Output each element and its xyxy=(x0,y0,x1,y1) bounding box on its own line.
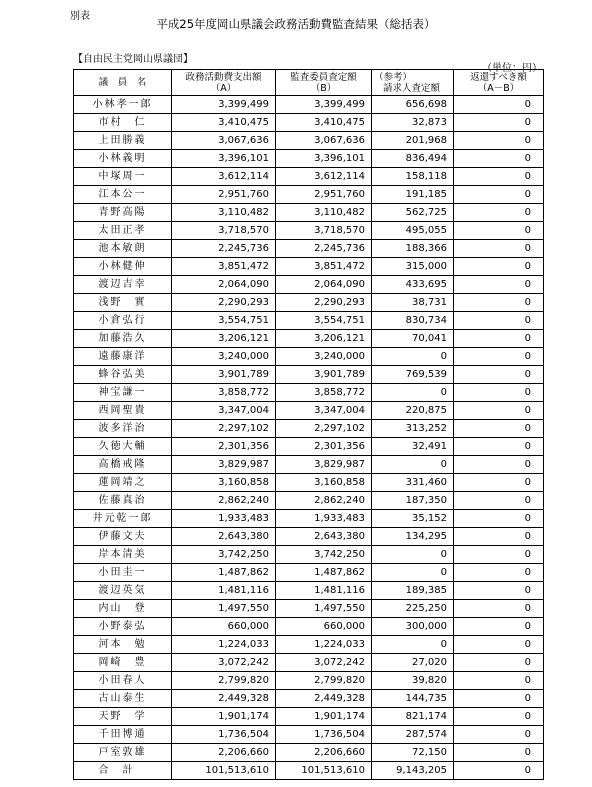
refund-amount: 0 xyxy=(454,240,544,258)
claimant-reference-amount: 0 xyxy=(372,384,454,402)
refund-amount: 0 xyxy=(454,330,544,348)
assessed-amount: 2,799,820 xyxy=(276,672,372,690)
expenditure-amount: 3,829,987 xyxy=(172,456,276,474)
expenditure-amount: 3,742,250 xyxy=(172,546,276,564)
refund-amount: 0 xyxy=(454,348,544,366)
member-name: 小田春人 xyxy=(74,672,172,690)
member-name: 小野泰弘 xyxy=(74,618,172,636)
refund-amount: 0 xyxy=(454,492,544,510)
expenditure-amount: 2,245,736 xyxy=(172,240,276,258)
claimant-reference-amount: 38,731 xyxy=(372,294,454,312)
expenditure-amount: 1,901,174 xyxy=(172,708,276,726)
assessed-amount: 3,347,004 xyxy=(276,402,372,420)
assessed-amount: 2,245,736 xyxy=(276,240,372,258)
member-name: 神宝謙一 xyxy=(74,384,172,402)
unit-label: （単位：円） xyxy=(482,63,542,74)
table-row xyxy=(74,672,544,690)
expenditure-amount: 3,554,751 xyxy=(172,312,276,330)
refund-amount: 0 xyxy=(454,618,544,636)
claimant-reference-amount: 225,250 xyxy=(372,600,454,618)
expenditure-amount: 3,067,636 xyxy=(172,132,276,150)
table-row xyxy=(74,564,544,582)
claimant-reference-amount: 144,735 xyxy=(372,690,454,708)
table-row xyxy=(74,150,544,168)
table-row xyxy=(74,618,544,636)
expenditure-amount: 2,297,102 xyxy=(172,420,276,438)
expenditure-amount: 1,933,483 xyxy=(172,510,276,528)
member-name: 上田勝義 xyxy=(74,132,172,150)
expenditure-amount: 3,612,114 xyxy=(172,168,276,186)
member-name: 中塚周一 xyxy=(74,168,172,186)
claimant-reference-amount: 187,350 xyxy=(372,492,454,510)
expenditure-amount: 3,160,858 xyxy=(172,474,276,492)
refund-amount: 0 xyxy=(454,636,544,654)
claimant-reference-amount: 313,252 xyxy=(372,420,454,438)
assessed-amount: 3,072,242 xyxy=(276,654,372,672)
member-name: 加藤浩久 xyxy=(74,330,172,348)
claimant-reference-amount: 300,000 xyxy=(372,618,454,636)
assessed-amount: 1,901,174 xyxy=(276,708,372,726)
assessed-amount: 1,933,483 xyxy=(276,510,372,528)
claimant-reference-amount: 315,000 xyxy=(372,258,454,276)
refund-amount: 0 xyxy=(454,708,544,726)
refund-amount: 0 xyxy=(454,384,544,402)
expenditure-amount: 2,862,240 xyxy=(172,492,276,510)
refund-amount: 0 xyxy=(454,258,544,276)
expenditure-amount: 3,240,000 xyxy=(172,348,276,366)
expenditure-amount: 3,410,475 xyxy=(172,114,276,132)
refund-amount: 0 xyxy=(454,438,544,456)
expenditure-amount: 2,951,760 xyxy=(172,186,276,204)
assessed-amount: 2,206,660 xyxy=(276,744,372,762)
assessed-amount: 2,862,240 xyxy=(276,492,372,510)
member-name: 小田圭一 xyxy=(74,564,172,582)
attachment-label: 別表 xyxy=(70,11,90,22)
refund-amount: 0 xyxy=(454,546,544,564)
refund-amount: 0 xyxy=(454,582,544,600)
refund-amount: 0 xyxy=(454,474,544,492)
claimant-reference-amount: 0 xyxy=(372,546,454,564)
refund-amount: 0 xyxy=(454,420,544,438)
refund-amount: 0 xyxy=(454,276,544,294)
header-expenditure-a: 政務活動費支出額 （A） xyxy=(172,70,276,96)
claimant-reference-amount: 0 xyxy=(372,564,454,582)
expenditure-amount: 3,901,789 xyxy=(172,366,276,384)
member-name: 内山 登 xyxy=(74,600,172,618)
claimant-reference-amount: 32,491 xyxy=(372,438,454,456)
group-name: 【自由民主党岡山県議団】 xyxy=(73,54,193,65)
page-title: 平成25年度岡山県議会政務活動費監査結果（総括表） xyxy=(156,17,436,31)
expenditure-amount: 1,487,862 xyxy=(172,564,276,582)
refund-amount: 0 xyxy=(454,744,544,762)
claimant-reference-amount: 331,460 xyxy=(372,474,454,492)
member-name: 岸本清美 xyxy=(74,546,172,564)
claimant-reference-amount: 830,734 xyxy=(372,312,454,330)
table-row xyxy=(74,294,544,312)
claimant-reference-amount: 287,574 xyxy=(372,726,454,744)
table-row xyxy=(74,258,544,276)
member-name: 渡辺吉幸 xyxy=(74,276,172,294)
refund-amount: 0 xyxy=(454,528,544,546)
expenditure-amount: 3,858,772 xyxy=(172,384,276,402)
claimant-reference-amount: 201,968 xyxy=(372,132,454,150)
header-assessed-b: 監査委員査定額 （B） xyxy=(276,70,372,96)
claimant-reference-amount: 220,875 xyxy=(372,402,454,420)
table-row xyxy=(74,474,544,492)
refund-amount: 0 xyxy=(454,690,544,708)
refund-amount: 0 xyxy=(454,456,544,474)
refund-amount: 0 xyxy=(454,204,544,222)
member-name: 井元乾一郎 xyxy=(74,510,172,528)
table-row xyxy=(74,132,544,150)
assessed-amount: 2,290,293 xyxy=(276,294,372,312)
member-name: 渡辺英気 xyxy=(74,582,172,600)
assessed-amount: 1,736,504 xyxy=(276,726,372,744)
member-name: 小倉弘行 xyxy=(74,312,172,330)
expenditure-amount: 3,110,482 xyxy=(172,204,276,222)
table-row xyxy=(74,456,544,474)
claimant-reference-amount: 39,820 xyxy=(372,672,454,690)
table-row xyxy=(74,240,544,258)
refund-amount: 0 xyxy=(454,654,544,672)
assessed-amount: 3,742,250 xyxy=(276,546,372,564)
expenditure-amount: 3,072,242 xyxy=(172,654,276,672)
assessed-amount: 1,481,116 xyxy=(276,582,372,600)
table-row xyxy=(74,438,544,456)
expenditure-amount: 2,301,356 xyxy=(172,438,276,456)
table-row xyxy=(74,582,544,600)
member-name: 蜂谷弘美 xyxy=(74,366,172,384)
claimant-reference-amount: 0 xyxy=(372,636,454,654)
refund-amount: 0 xyxy=(454,132,544,150)
expenditure-amount: 3,718,570 xyxy=(172,222,276,240)
assessed-amount: 2,297,102 xyxy=(276,420,372,438)
table-row xyxy=(74,168,544,186)
table-row xyxy=(74,222,544,240)
table-row xyxy=(74,276,544,294)
member-name: 青野高陽 xyxy=(74,204,172,222)
table-row xyxy=(74,636,544,654)
claimant-reference-amount: 191,185 xyxy=(372,186,454,204)
table-row xyxy=(74,384,544,402)
assessed-amount: 3,240,000 xyxy=(276,348,372,366)
assessed-amount: 3,206,121 xyxy=(276,330,372,348)
table-row xyxy=(74,654,544,672)
refund-amount: 0 xyxy=(454,510,544,528)
header-member-name: 議 員 名 xyxy=(74,70,172,96)
refund-amount: 0 xyxy=(454,222,544,240)
assessed-amount: 3,399,499 xyxy=(276,96,372,114)
table-row xyxy=(74,348,544,366)
refund-amount: 0 xyxy=(454,114,544,132)
assessed-amount: 3,160,858 xyxy=(276,474,372,492)
member-name: 高橋戒隆 xyxy=(74,456,172,474)
expenditure-amount: 3,396,101 xyxy=(172,150,276,168)
assessed-amount: 2,643,380 xyxy=(276,528,372,546)
expenditure-amount: 2,643,380 xyxy=(172,528,276,546)
refund-amount: 0 xyxy=(454,564,544,582)
refund-amount: 0 xyxy=(454,366,544,384)
expenditure-amount: 2,290,293 xyxy=(172,294,276,312)
expenditure-amount: 2,449,328 xyxy=(172,690,276,708)
member-name: 河本 勉 xyxy=(74,636,172,654)
refund-amount: 0 xyxy=(454,150,544,168)
assessed-amount: 1,224,033 xyxy=(276,636,372,654)
member-name: 蓮岡靖之 xyxy=(74,474,172,492)
member-name: 古山泰生 xyxy=(74,690,172,708)
table-row xyxy=(74,690,544,708)
refund-amount: 0 xyxy=(454,312,544,330)
table-row xyxy=(74,366,544,384)
assessed-amount: 2,449,328 xyxy=(276,690,372,708)
expenditure-amount: 1,224,033 xyxy=(172,636,276,654)
assessed-amount: 3,067,636 xyxy=(276,132,372,150)
table-row xyxy=(74,726,544,744)
assessed-amount: 3,718,570 xyxy=(276,222,372,240)
refund-amount: 0 xyxy=(454,672,544,690)
member-name: 小林健伸 xyxy=(74,258,172,276)
claimant-reference-amount: 158,118 xyxy=(372,168,454,186)
claimant-reference-amount: 72,150 xyxy=(372,744,454,762)
claimant-reference-amount: 656,698 xyxy=(372,96,454,114)
table-row xyxy=(74,402,544,420)
table-header-row xyxy=(74,70,544,96)
refund-amount: 0 xyxy=(454,168,544,186)
member-name: 浅野 實 xyxy=(74,294,172,312)
member-name: 市村 仁 xyxy=(74,114,172,132)
expenditure-amount: 3,347,004 xyxy=(172,402,276,420)
claimant-reference-amount: 27,020 xyxy=(372,654,454,672)
assessed-amount: 3,110,482 xyxy=(276,204,372,222)
table-row xyxy=(74,708,544,726)
total-refund: 0 xyxy=(454,762,544,780)
claimant-reference-amount: 188,366 xyxy=(372,240,454,258)
table-row xyxy=(74,114,544,132)
expenditure-amount: 1,481,116 xyxy=(172,582,276,600)
refund-amount: 0 xyxy=(454,294,544,312)
table-row xyxy=(74,492,544,510)
claimant-reference-amount: 769,539 xyxy=(372,366,454,384)
total-label: 合計 xyxy=(74,762,172,780)
member-name: 小林義明 xyxy=(74,150,172,168)
expenditure-amount: 3,851,472 xyxy=(172,258,276,276)
member-name: 太田正孝 xyxy=(74,222,172,240)
claimant-reference-amount: 32,873 xyxy=(372,114,454,132)
assessed-amount: 1,497,550 xyxy=(276,600,372,618)
table-row xyxy=(74,744,544,762)
claimant-reference-amount: 433,695 xyxy=(372,276,454,294)
claimant-reference-amount: 821,174 xyxy=(372,708,454,726)
table-row xyxy=(74,420,544,438)
member-name: 戸室敦雄 xyxy=(74,744,172,762)
claimant-reference-amount: 134,295 xyxy=(372,528,454,546)
table-row xyxy=(74,510,544,528)
member-name: 小林孝一郎 xyxy=(74,96,172,114)
total-claimant-reference: 9,143,205 xyxy=(372,762,454,780)
claimant-reference-amount: 35,152 xyxy=(372,510,454,528)
table-row xyxy=(74,96,544,114)
member-name: 西岡聖貴 xyxy=(74,402,172,420)
member-name: 岡崎 豊 xyxy=(74,654,172,672)
expenditure-amount: 3,206,121 xyxy=(172,330,276,348)
expenditure-amount: 1,497,550 xyxy=(172,600,276,618)
claimant-reference-amount: 189,385 xyxy=(372,582,454,600)
member-name: 伊藤文夫 xyxy=(74,528,172,546)
member-name: 佐藤真治 xyxy=(74,492,172,510)
table-row xyxy=(74,330,544,348)
member-name: 池本敏朗 xyxy=(74,240,172,258)
assessed-amount: 1,487,862 xyxy=(276,564,372,582)
assessed-amount: 3,612,114 xyxy=(276,168,372,186)
table-row xyxy=(74,204,544,222)
assessed-amount: 660,000 xyxy=(276,618,372,636)
expenditure-amount: 2,206,660 xyxy=(172,744,276,762)
assessed-amount: 3,396,101 xyxy=(276,150,372,168)
assessed-amount: 3,554,751 xyxy=(276,312,372,330)
header-refund-amount: 返還すべき額 （A－B） xyxy=(454,70,544,96)
member-name: 久徳大輔 xyxy=(74,438,172,456)
total-expenditure: 101,513,610 xyxy=(172,762,276,780)
assessed-amount: 2,951,760 xyxy=(276,186,372,204)
member-name: 千田博通 xyxy=(74,726,172,744)
member-name: 遠藤康洋 xyxy=(74,348,172,366)
total-row xyxy=(74,762,544,780)
assessed-amount: 3,410,475 xyxy=(276,114,372,132)
claimant-reference-amount: 0 xyxy=(372,348,454,366)
refund-amount: 0 xyxy=(454,402,544,420)
assessed-amount: 3,858,772 xyxy=(276,384,372,402)
claimant-reference-amount: 495,055 xyxy=(372,222,454,240)
table-row xyxy=(74,600,544,618)
table-row xyxy=(74,312,544,330)
claimant-reference-amount: 70,041 xyxy=(372,330,454,348)
assessed-amount: 3,901,789 xyxy=(276,366,372,384)
audit-summary-table xyxy=(73,69,544,780)
assessed-amount: 3,851,472 xyxy=(276,258,372,276)
table-row xyxy=(74,528,544,546)
assessed-amount: 2,301,356 xyxy=(276,438,372,456)
total-assessed: 101,513,610 xyxy=(276,762,372,780)
expenditure-amount: 2,799,820 xyxy=(172,672,276,690)
member-name: 天野 学 xyxy=(74,708,172,726)
refund-amount: 0 xyxy=(454,600,544,618)
table-row xyxy=(74,186,544,204)
assessed-amount: 3,829,987 xyxy=(276,456,372,474)
refund-amount: 0 xyxy=(454,726,544,744)
refund-amount: 0 xyxy=(454,96,544,114)
refund-amount: 0 xyxy=(454,186,544,204)
assessed-amount: 2,064,090 xyxy=(276,276,372,294)
member-name: 江本公一 xyxy=(74,186,172,204)
claimant-reference-amount: 562,725 xyxy=(372,204,454,222)
table-row xyxy=(74,546,544,564)
expenditure-amount: 2,064,090 xyxy=(172,276,276,294)
expenditure-amount: 660,000 xyxy=(172,618,276,636)
expenditure-amount: 3,399,499 xyxy=(172,96,276,114)
header-claimant-reference: （参考） 請求人査定額 xyxy=(372,70,454,96)
claimant-reference-amount: 0 xyxy=(372,456,454,474)
claimant-reference-amount: 836,494 xyxy=(372,150,454,168)
expenditure-amount: 1,736,504 xyxy=(172,726,276,744)
member-name: 波多洋治 xyxy=(74,420,172,438)
